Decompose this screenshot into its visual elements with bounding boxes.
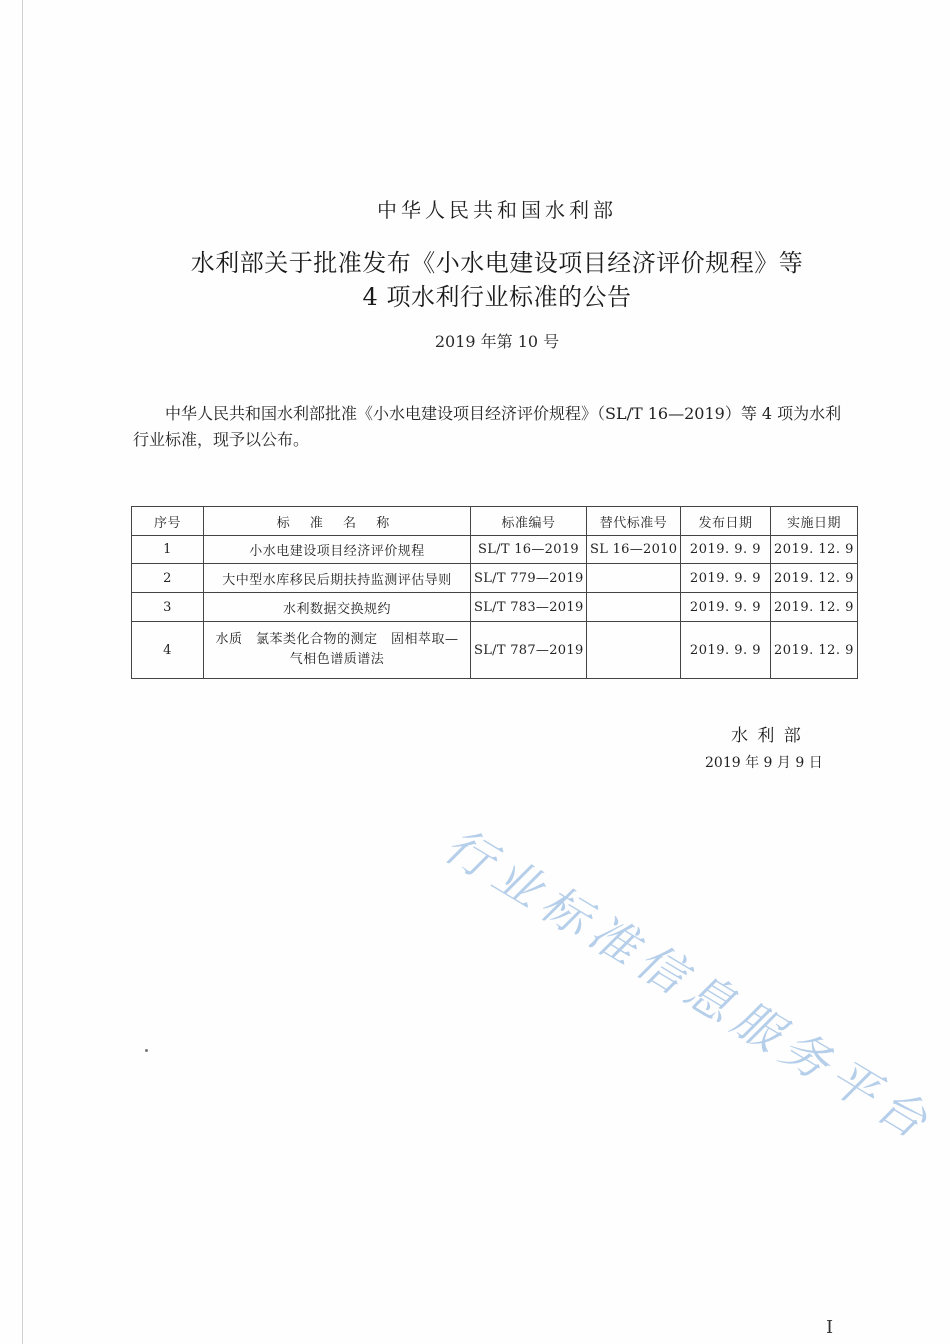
cell-standard-name: 小水电建设项目经济评价规程	[204, 536, 471, 564]
cell-replaced-code	[587, 622, 681, 679]
standard-name-line2: 气相色谱质谱法	[289, 652, 385, 667]
header-standard-name: 标 准 名 称	[204, 507, 471, 536]
cell-publish-date: 2019. 9. 9	[681, 622, 771, 679]
announcement-title-line1: 水利部关于批准发布《小水电建设项目经济评价规程》等	[190, 249, 804, 277]
issuer-heading: 中华人民共和国水利部	[377, 198, 617, 222]
page-number: I	[826, 1317, 834, 1338]
header-effective-date: 实施日期	[771, 507, 858, 536]
cell-standard-code: SL/T 787—2019	[471, 622, 587, 679]
cell-standard-code: SL/T 783—2019	[471, 593, 587, 622]
cell-replaced-code	[587, 564, 681, 593]
watermark-text: 行业标准信息服务平台	[434, 817, 944, 1154]
body-text-line1: 中华人民共和国水利部批准《小水电建设项目经济评价规程》（SL/T 16—2019）等 4 项为水利	[165, 404, 842, 423]
cell-publish-date: 2019. 9. 9	[681, 564, 771, 593]
cell-standard-code: SL/T 779—2019	[471, 564, 587, 593]
cell-serial: 1	[132, 536, 204, 564]
header-publish-date: 发布日期	[681, 507, 771, 536]
cell-replaced-code: SL 16—2010	[587, 536, 681, 564]
cell-replaced-code	[587, 593, 681, 622]
signature-organization: 水 利 部	[731, 726, 803, 746]
table-row	[132, 536, 858, 564]
table-row	[132, 622, 858, 679]
standards-table	[131, 506, 858, 679]
table-row	[132, 564, 858, 593]
cell-standard-name: 大中型水库移民后期扶持监测评估导则	[204, 564, 471, 593]
cell-serial: 4	[132, 622, 204, 679]
cell-standard-name: 水利数据交换规约	[204, 593, 471, 622]
scan-edge-line	[22, 0, 23, 1344]
cell-effective-date: 2019. 12. 9	[771, 622, 858, 679]
table-header-row	[132, 507, 858, 536]
cell-standard-name	[204, 622, 471, 679]
table-row	[132, 593, 858, 622]
cell-standard-code: SL/T 16—2019	[471, 536, 587, 564]
cell-publish-date: 2019. 9. 9	[681, 593, 771, 622]
header-replaced-code: 替代标准号	[587, 507, 681, 536]
cell-effective-date: 2019. 12. 9	[771, 564, 858, 593]
cell-publish-date: 2019. 9. 9	[681, 536, 771, 564]
cell-effective-date: 2019. 12. 9	[771, 593, 858, 622]
scan-speck	[145, 1049, 148, 1052]
header-serial: 序号	[132, 507, 204, 536]
standard-name-line1: 水质 氯苯类化合物的测定 固相萃取—	[215, 632, 459, 647]
header-standard-code: 标准编号	[471, 507, 587, 536]
cell-serial: 2	[132, 564, 204, 593]
announcement-title-line2: 4 项水利行业标准的公告	[362, 283, 632, 311]
cell-effective-date: 2019. 12. 9	[771, 536, 858, 564]
cell-serial: 3	[132, 593, 204, 622]
signature-date: 2019 年 9 月 9 日	[705, 755, 823, 771]
body-text-line2: 行业标准，现予以公布。	[133, 430, 310, 449]
document-number: 2019 年第 10 号	[434, 332, 560, 351]
